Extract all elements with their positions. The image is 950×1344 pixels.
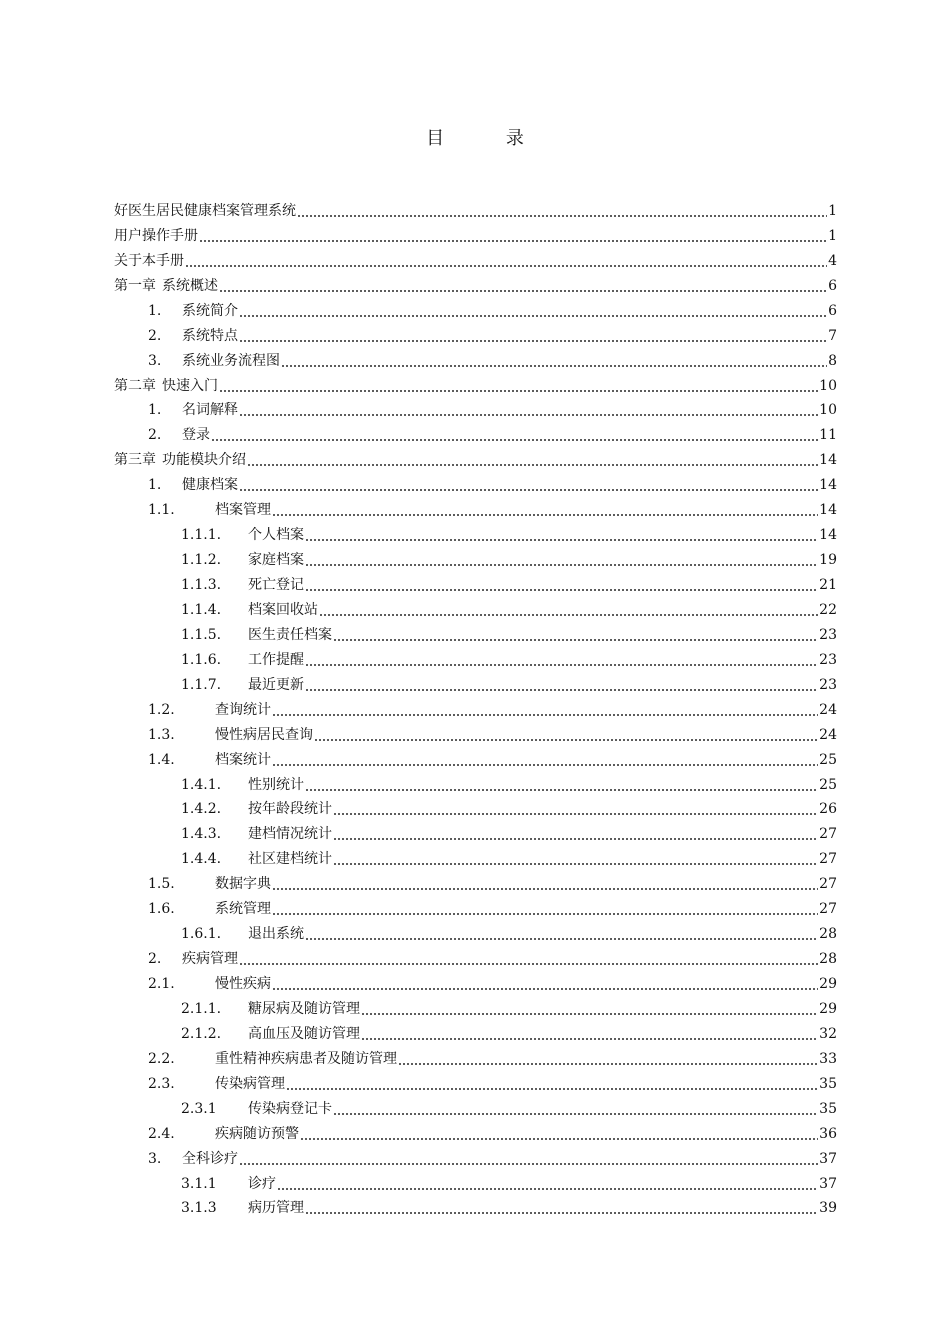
toc-dot-leader xyxy=(211,439,818,441)
toc-entry-label: 功能模块介绍 xyxy=(162,452,246,469)
toc-entry-label: 关于本手册 xyxy=(114,252,184,269)
toc-page-number: 1 xyxy=(828,227,837,244)
toc-entry-number: 1.1.3. xyxy=(181,577,222,593)
toc-dot-leader xyxy=(239,1163,818,1165)
toc-entry[interactable] xyxy=(114,1119,837,1144)
toc-dot-leader xyxy=(272,913,818,915)
toc-entry-label: 疾病随访预警 xyxy=(215,1125,299,1142)
toc-page-number: 4 xyxy=(828,252,837,269)
toc-entry-number: 1.4.4. xyxy=(181,851,222,868)
toc-page-number: 24 xyxy=(819,726,837,743)
toc-dot-leader xyxy=(305,789,818,791)
toc-dot-leader xyxy=(305,1212,818,1214)
toc-entry-label: 系统简介 xyxy=(182,302,238,319)
toc-dot-leader xyxy=(305,689,818,691)
toc-page-number: 10 xyxy=(819,402,837,419)
toc-page-number: 24 xyxy=(819,701,837,718)
toc-page-number: 27 xyxy=(819,901,837,918)
toc-dot-leader xyxy=(361,1038,818,1040)
toc-dot-leader xyxy=(286,1088,818,1090)
toc-dot-leader xyxy=(185,265,827,267)
toc-entry-number: 2. xyxy=(148,951,162,968)
toc-entry-number: 2. xyxy=(148,327,162,344)
toc-page-number: 14 xyxy=(819,527,837,544)
toc-entry[interactable] xyxy=(114,620,837,645)
toc-dot-leader xyxy=(281,365,827,367)
toc-entry-label: 名词解释 xyxy=(182,402,238,419)
toc-entry[interactable] xyxy=(114,720,837,745)
toc-entry[interactable] xyxy=(114,545,837,570)
toc-entry-label: 全科诊疗 xyxy=(182,1150,238,1167)
toc-entry-label: 慢性疾病 xyxy=(215,976,271,992)
toc-dot-leader xyxy=(239,963,818,965)
toc-entry[interactable] xyxy=(114,445,837,470)
toc-entry[interactable] xyxy=(114,470,837,495)
toc-entry-number: 第三章 xyxy=(114,452,156,469)
toc-page-number: 19 xyxy=(819,552,837,569)
toc-entry-number: 2.4. xyxy=(148,1125,175,1142)
toc-entry-label: 按年龄段统计 xyxy=(248,801,332,818)
toc-entry[interactable] xyxy=(114,695,837,720)
toc-entry-number: 2.1.1. xyxy=(181,1000,222,1017)
toc-entry[interactable] xyxy=(114,645,837,670)
toc-entry[interactable] xyxy=(114,670,837,695)
toc-entry[interactable] xyxy=(114,1169,837,1194)
toc-entry[interactable] xyxy=(114,495,837,520)
toc-entry[interactable] xyxy=(114,371,837,396)
toc-entry-label: 系统管理 xyxy=(215,901,271,918)
toc-page-number: 7 xyxy=(828,327,837,344)
toc-page-number: 23 xyxy=(819,651,837,668)
toc-entry-label: 诊疗 xyxy=(248,1175,276,1192)
toc-entry[interactable] xyxy=(114,1019,837,1044)
toc-entry-number: 1.1.6. xyxy=(181,651,222,668)
toc-dot-leader xyxy=(277,1188,818,1190)
toc-entry-label: 登录 xyxy=(182,427,210,444)
toc-entry-number: 1.1.2. xyxy=(181,552,222,569)
toc-entry-label: 档案管理 xyxy=(215,502,271,519)
toc-entry-number: 1.4.2. xyxy=(181,801,222,818)
toc-entry-number: 1.4.3. xyxy=(181,826,222,843)
toc-page-number: 21 xyxy=(819,577,837,593)
toc-page-number: 23 xyxy=(819,676,837,693)
toc-page-number: 1 xyxy=(828,202,837,219)
toc-page-number: 29 xyxy=(819,976,837,992)
toc-entry[interactable] xyxy=(114,919,837,944)
toc-entry-number: 1.2. xyxy=(148,701,175,718)
toc-entry[interactable] xyxy=(114,869,837,894)
toc-dot-leader xyxy=(239,315,827,317)
toc-entry-number: 2. xyxy=(148,427,162,444)
toc-entry-number: 1.3. xyxy=(148,726,175,743)
toc-page-number: 27 xyxy=(819,826,837,843)
table-of-contents xyxy=(114,196,837,1218)
toc-dot-leader xyxy=(305,938,818,940)
toc-dot-leader xyxy=(239,340,827,342)
toc-entry[interactable] xyxy=(114,1094,837,1119)
toc-entry[interactable] xyxy=(114,570,837,595)
toc-entry[interactable] xyxy=(114,1194,837,1219)
toc-entry[interactable] xyxy=(114,296,837,321)
toc-dot-leader xyxy=(272,888,818,890)
toc-entry-number: 3.1.1 xyxy=(181,1175,217,1192)
toc-entry-label: 传染病登记卡 xyxy=(248,1100,332,1117)
toc-page-number: 6 xyxy=(828,277,837,294)
toc-page-number: 27 xyxy=(819,876,837,893)
toc-entry[interactable] xyxy=(114,321,837,346)
toc-page-number: 14 xyxy=(819,477,837,494)
toc-dot-leader xyxy=(272,764,818,766)
toc-entry-label: 健康档案 xyxy=(182,477,238,494)
toc-entry-label: 档案回收站 xyxy=(248,601,318,618)
toc-entry-label: 快速入门 xyxy=(162,377,218,394)
toc-entry-label: 好医生居民健康档案管理系统 xyxy=(114,202,296,219)
toc-entry[interactable] xyxy=(114,745,837,770)
toc-entry[interactable] xyxy=(114,271,837,296)
toc-entry[interactable] xyxy=(114,795,837,820)
toc-dot-leader xyxy=(239,414,818,416)
toc-entry-label: 用户操作手册 xyxy=(114,227,198,244)
toc-title: 目 录 xyxy=(426,128,552,149)
toc-page-number: 10 xyxy=(819,377,837,394)
toc-entry-label: 病历管理 xyxy=(248,1200,304,1217)
toc-entry-number: 2.1. xyxy=(148,976,175,992)
toc-dot-leader xyxy=(333,838,818,840)
toc-page-number: 28 xyxy=(819,926,837,943)
toc-page-number: 26 xyxy=(819,801,837,818)
toc-page-number: 35 xyxy=(819,1075,837,1092)
toc-entry-number: 1.1.7. xyxy=(181,676,222,693)
toc-entry[interactable] xyxy=(114,969,837,994)
toc-entry[interactable] xyxy=(114,894,837,919)
toc-entry[interactable] xyxy=(114,844,837,869)
toc-entry-label: 档案统计 xyxy=(215,751,271,768)
toc-dot-leader xyxy=(297,215,827,217)
toc-entry-label: 建档情况统计 xyxy=(248,826,332,843)
toc-entry-label: 最近更新 xyxy=(248,676,304,693)
toc-page-number: 32 xyxy=(819,1025,837,1042)
toc-page-number: 37 xyxy=(819,1175,837,1192)
toc-entry-label: 死亡登记 xyxy=(248,577,304,593)
toc-entry-number: 1.6. xyxy=(148,901,175,918)
toc-page-number: 22 xyxy=(819,601,837,618)
toc-dot-leader xyxy=(219,290,827,292)
toc-entry-label: 系统特点 xyxy=(182,327,238,344)
toc-dot-leader xyxy=(361,1013,818,1015)
toc-entry-label: 医生责任档案 xyxy=(248,626,332,643)
toc-entry[interactable] xyxy=(114,595,837,620)
toc-entry-number: 3. xyxy=(148,1150,162,1167)
toc-page-number: 8 xyxy=(828,352,837,369)
toc-entry[interactable] xyxy=(114,994,837,1019)
toc-page-number: 37 xyxy=(819,1150,837,1167)
toc-entry-number: 2.3. xyxy=(148,1075,175,1092)
toc-entry[interactable] xyxy=(114,346,837,371)
toc-entry-label: 糖尿病及随访管理 xyxy=(248,1000,360,1017)
toc-entry[interactable] xyxy=(114,1144,837,1169)
toc-entry[interactable] xyxy=(114,420,837,445)
toc-entry-label: 传染病管理 xyxy=(215,1075,285,1092)
toc-entry-label: 重性精神疾病患者及随访管理 xyxy=(215,1050,397,1067)
toc-entry-number: 1.4.1. xyxy=(181,776,222,793)
toc-page-number: 6 xyxy=(828,302,837,319)
toc-entry-number: 3.1.3 xyxy=(181,1200,217,1217)
toc-entry-label: 数据字典 xyxy=(215,876,271,893)
toc-entry-number: 1.1.1. xyxy=(181,527,222,544)
toc-dot-leader xyxy=(247,464,818,466)
toc-entry-label: 社区建档统计 xyxy=(248,851,332,868)
toc-dot-leader xyxy=(333,639,818,641)
toc-entry-number: 2.1.2. xyxy=(181,1025,222,1042)
toc-entry-number: 1. xyxy=(148,302,162,319)
toc-page-number: 11 xyxy=(819,427,837,444)
toc-entry-number: 1. xyxy=(148,402,162,419)
toc-dot-leader xyxy=(219,390,818,392)
toc-page-number: 23 xyxy=(819,626,837,643)
toc-entry[interactable] xyxy=(114,520,837,545)
toc-entry-label: 慢性病居民查询 xyxy=(215,726,313,743)
toc-entry[interactable] xyxy=(114,1044,837,1069)
toc-entry[interactable] xyxy=(114,819,837,844)
toc-dot-leader xyxy=(333,813,818,815)
toc-entry-number: 1.4. xyxy=(148,751,175,768)
toc-entry[interactable] xyxy=(114,196,837,221)
toc-entry-number: 1.6.1. xyxy=(181,926,222,943)
toc-dot-leader xyxy=(305,539,818,541)
toc-entry-number: 2.3.1 xyxy=(181,1100,217,1117)
toc-entry-number: 1.1.5. xyxy=(181,626,222,643)
toc-page-number: 25 xyxy=(819,776,837,793)
toc-entry-label: 家庭档案 xyxy=(248,552,304,569)
toc-entry-number: 第一章 xyxy=(114,277,156,294)
toc-entry-number: 3. xyxy=(148,352,162,369)
toc-dot-leader xyxy=(398,1063,818,1065)
toc-page-number: 25 xyxy=(819,751,837,768)
toc-entry-label: 高血压及随访管理 xyxy=(248,1025,360,1042)
toc-entry-number: 1.1.4. xyxy=(181,601,222,618)
toc-page-number: 39 xyxy=(819,1200,837,1217)
toc-entry-number: 2.2. xyxy=(148,1050,175,1067)
toc-page-number: 14 xyxy=(819,502,837,519)
toc-dot-leader xyxy=(314,739,818,741)
toc-dot-leader xyxy=(272,988,818,990)
toc-dot-leader xyxy=(305,664,818,666)
toc-entry-number: 1.5. xyxy=(148,876,175,893)
toc-dot-leader xyxy=(199,240,827,242)
toc-entry[interactable] xyxy=(114,246,837,271)
toc-dot-leader xyxy=(333,863,818,865)
toc-entry-label: 退出系统 xyxy=(248,926,304,943)
toc-dot-leader xyxy=(300,1138,818,1140)
toc-entry-label: 系统概述 xyxy=(162,277,218,294)
toc-entry[interactable] xyxy=(114,1069,837,1094)
toc-entry-label: 个人档案 xyxy=(248,527,304,544)
toc-entry-label: 查询统计 xyxy=(215,701,271,718)
toc-entry-number: 1. xyxy=(148,477,162,494)
toc-entry-label: 工作提醒 xyxy=(248,651,304,668)
toc-dot-leader xyxy=(239,489,818,491)
toc-entry-number: 第二章 xyxy=(114,377,156,394)
toc-page-number: 14 xyxy=(819,452,837,469)
toc-page-number: 28 xyxy=(819,951,837,968)
toc-entry[interactable] xyxy=(114,770,837,795)
toc-entry[interactable] xyxy=(114,221,837,246)
toc-entry-label: 疾病管理 xyxy=(182,951,238,968)
toc-page-number: 35 xyxy=(819,1100,837,1117)
toc-entry[interactable] xyxy=(114,396,837,421)
toc-entry-label: 系统业务流程图 xyxy=(182,352,280,369)
toc-dot-leader xyxy=(333,1113,818,1115)
toc-dot-leader xyxy=(319,614,818,616)
toc-page-number: 29 xyxy=(819,1000,837,1017)
toc-page-number: 36 xyxy=(819,1125,837,1142)
toc-dot-leader xyxy=(272,514,818,516)
toc-entry[interactable] xyxy=(114,944,837,969)
toc-page-number: 27 xyxy=(819,851,837,868)
toc-dot-leader xyxy=(272,714,818,716)
toc-page-number: 33 xyxy=(819,1050,837,1067)
toc-dot-leader xyxy=(305,589,818,591)
toc-entry-label: 性别统计 xyxy=(248,776,304,793)
toc-entry-number: 1.1. xyxy=(148,502,175,519)
toc-dot-leader xyxy=(305,564,818,566)
